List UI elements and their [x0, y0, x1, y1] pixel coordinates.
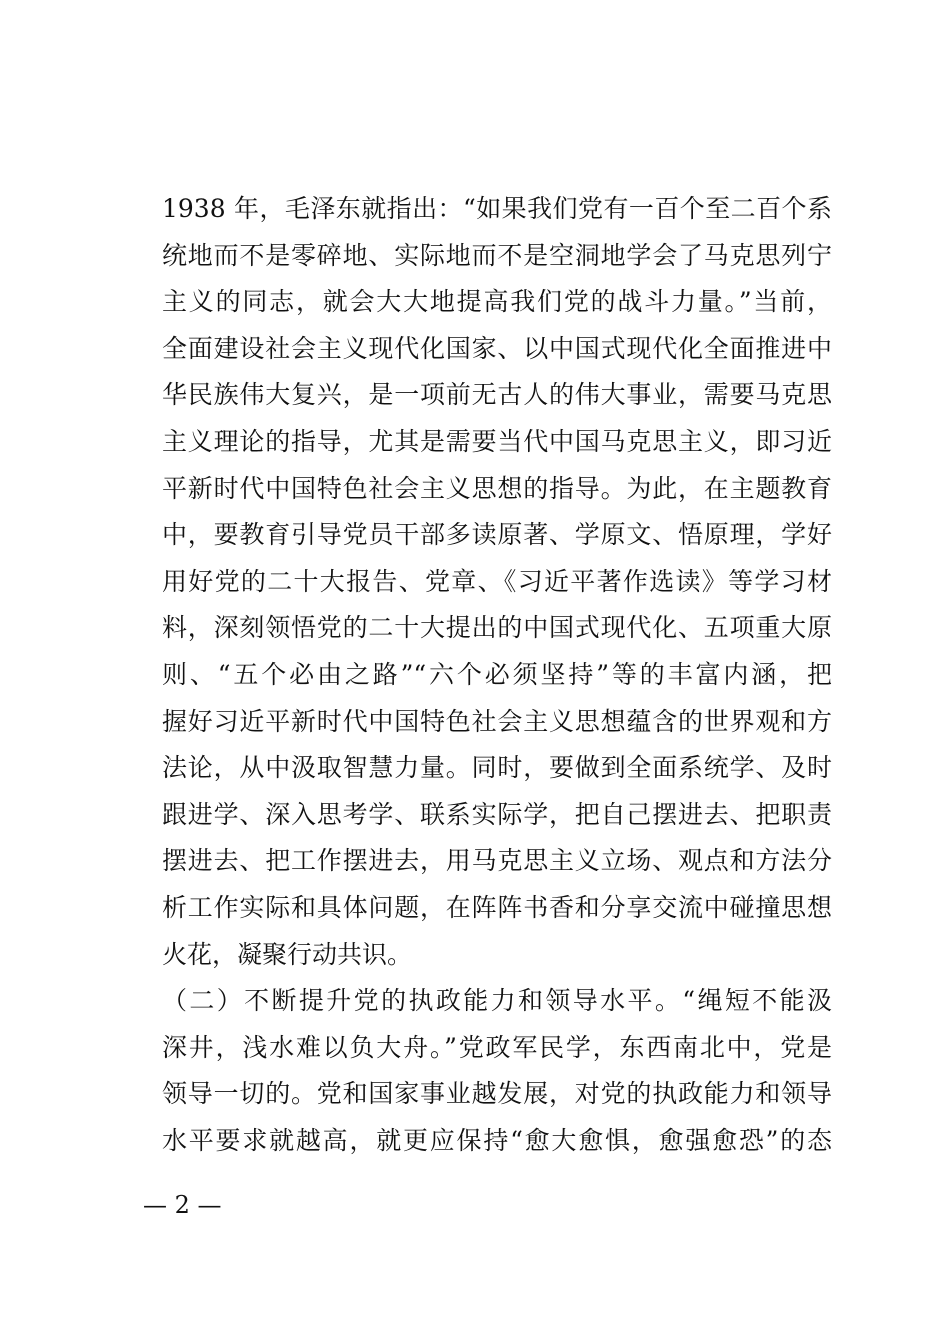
paragraph-1-line: 用好党的二十大报告、党章、《习近平著作选读》等学习材	[162, 566, 832, 596]
paragraph-1-line: 握好习近平新时代中国特色社会主义思想蕴含的世界观和方	[162, 706, 832, 736]
paragraph-1-line: 料，深刻领悟党的二十大提出的中国式现代化、五项重大原	[162, 613, 832, 643]
paragraph-2-line: 水平要求就越高，就更应保持“愈大愈惧，愈强愈恐”的态	[162, 1125, 832, 1155]
paragraph-1-line: 主义的同志，就会大大地提高我们党的战斗力量。”当前，	[162, 287, 832, 317]
paragraph-1-line: 跟进学、深入思考学、联系实际学，把自己摆进去、把职责	[162, 799, 832, 829]
body-text	[162, 186, 832, 1164]
paragraph-1-line: 摆进去、把工作摆进去，用马克思主义立场、观点和方法分	[162, 846, 832, 876]
paragraph-1-line: 法论，从中汲取智慧力量。同时，要做到全面系统学、及时	[162, 753, 832, 783]
paragraph-1-line: 析工作实际和具体问题，在阵阵书香和分享交流中碰撞思想	[162, 892, 832, 922]
paragraph-1-line: 华民族伟大复兴，是一项前无古人的伟大事业，需要马克思	[162, 380, 832, 410]
page-number: — 2 —	[143, 1191, 222, 1219]
paragraph-1-line: 则、“五个必由之路”“六个必须坚持”等的丰富内涵，把	[162, 659, 832, 689]
paragraph-2-line: 深井，浅水难以负大舟。”党政军民学，东西南北中，党是	[162, 1032, 832, 1062]
paragraph-1-line: 全面建设社会主义现代化国家、以中国式现代化全面推进中	[162, 333, 832, 363]
paragraph-2-line: 领导一切的。党和国家事业越发展，对党的执政能力和领导	[162, 1079, 832, 1109]
paragraph-1-line: 统地而不是零碎地、实际地而不是空洞地学会了马克思列宁	[162, 240, 832, 270]
paragraph-1-line: 主义理论的指导，尤其是需要当代中国马克思主义，即习近	[162, 426, 832, 456]
paragraph-2-heading-line: （二）不断提升党的执政能力和领导水平。“绳短不能汲	[162, 986, 832, 1016]
paragraph-1-line: 中，要教育引导党员干部多读原著、学原文、悟原理，学好	[162, 520, 832, 550]
paragraph-1-line: 火花，凝聚行动共识。	[162, 939, 413, 969]
paragraph-1-line: 平新时代中国特色社会主义思想的指导。为此，在主题教育	[162, 473, 832, 503]
paragraph-1-line: 1938 年，毛泽东就指出：“如果我们党有一百个至二百个系	[162, 194, 832, 223]
